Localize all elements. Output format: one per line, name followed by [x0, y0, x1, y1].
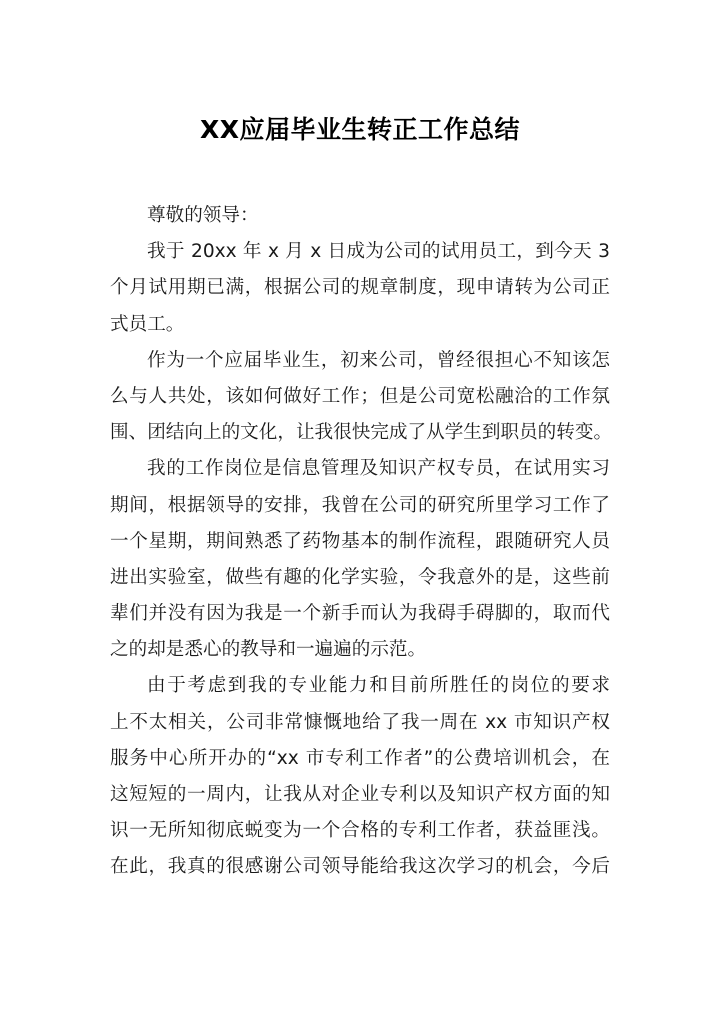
paragraph-line: 上不太相关，公司非常慷慨地给了我一周在 xx 市知识产权: [110, 711, 610, 733]
paragraph-line: 我于 20xx 年 x 月 x 日成为公司的试用员工，到今天 3: [147, 241, 610, 263]
paragraph-line: 围、团结向上的文化，让我很快完成了从学生到职员的转变。: [110, 422, 613, 444]
paragraph-line: 么与人共处，该如何做好工作；但是公司宽松融洽的工作氛: [110, 385, 610, 407]
paragraph-line: 一个星期，期间熟悉了药物基本的制作流程，跟随研究人员: [110, 530, 610, 552]
paragraph-line: 之的却是悉心的教导和一遍遍的示范。: [110, 639, 427, 661]
paragraph-1: [110, 234, 610, 343]
paragraph-2: [110, 343, 613, 452]
paragraph-line: 辈们并没有因为我是一个新手而认为我碍手碍脚的，取而代: [110, 603, 610, 625]
paragraph-line: 由于考虑到我的专业能力和目前所胜任的岗位的要求: [147, 675, 610, 697]
paragraph-line: 我的工作岗位是信息管理及知识产权专员，在试用实习: [147, 458, 610, 480]
document-title: XX应届毕业生转正工作总结: [199, 115, 521, 144]
paragraph-line: 作为一个应届毕业生，初来公司，曾经很担心不知该怎: [147, 349, 610, 371]
paragraph-line: 个月试用期已满，根据公司的规章制度，现申请转为公司正: [110, 277, 610, 299]
paragraph-line: 在此，我真的很感谢公司领导能给我这次学习的机会，今后: [110, 856, 610, 878]
paragraph-3: [110, 451, 610, 668]
paragraph-line: 这短短的一周内，让我从对企业专利以及知识产权方面的知: [110, 784, 610, 805]
paragraph-line: 式员工。: [110, 313, 185, 335]
document-body: [110, 198, 613, 886]
paragraph-line: 服务中心所开办的“xx 市专利工作者”的公费培训机会，在: [110, 747, 610, 769]
salutation: 尊敬的领导：: [147, 205, 259, 226]
paragraph-line: 进出实验室，做些有趣的化学实验，令我意外的是，这些前: [110, 566, 610, 588]
paragraph-4: [110, 668, 610, 885]
paragraph-line: 识一无所知彻底蜕变为一个合格的专利工作者，获益匪浅。: [110, 820, 610, 842]
paragraph-line: 期间，根据领导的安排，我曾在公司的研究所里学习工作了: [110, 494, 610, 516]
